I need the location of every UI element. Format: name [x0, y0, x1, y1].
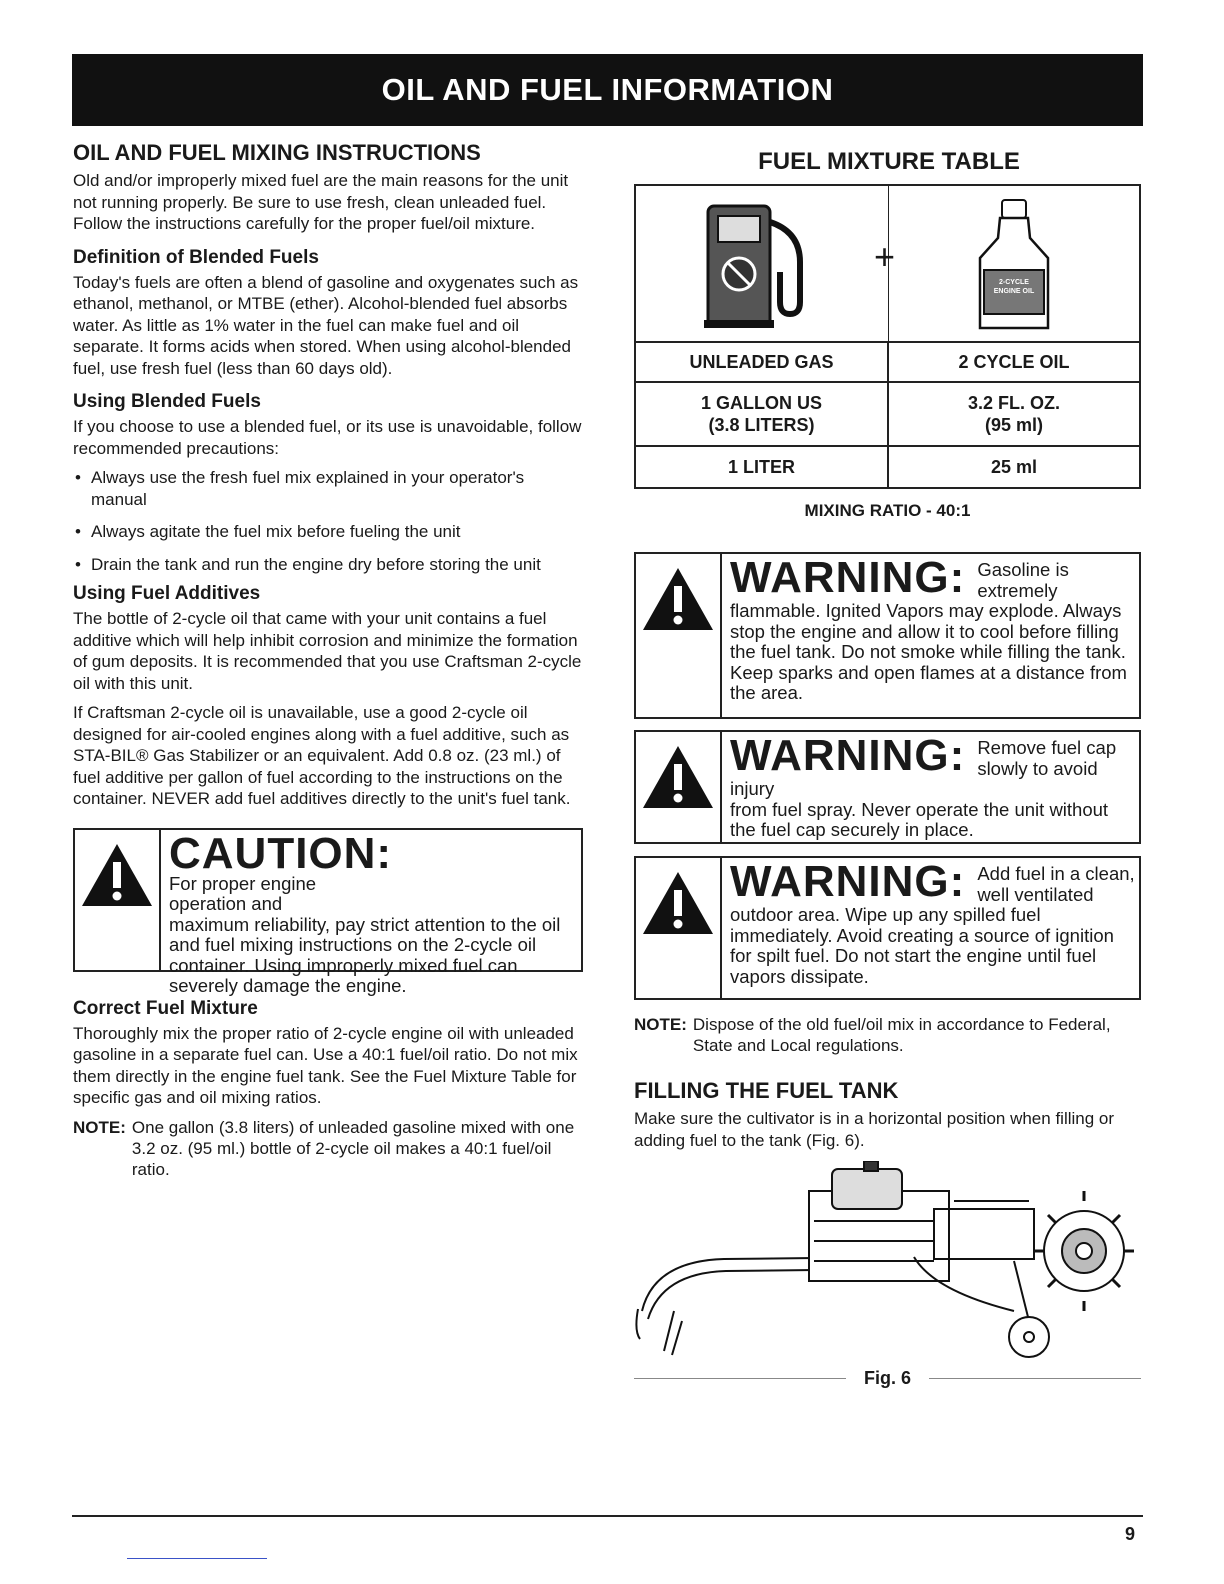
correct-fuel-mixture-text: Thoroughly mix the proper ratio of 2-cycle engine oil with unleaded gasoline in a separate fuel can. Use a 40:1 fuel/oil ratio. Do not mix them directly in the engine fuel tank. See the Fuel Mixture Table for specific gas and oil mixing ratios.: [73, 1023, 578, 1107]
caution-body-text: maximum reliability, pay strict attention to the oil and fuel mixing instructions on the 2-cycle oil container. Using improperly mixed fuel can severely damage the engine.: [169, 913, 561, 996]
warning-lead-text: Gasoline is extremely: [977, 559, 1069, 601]
precautions-list: [73, 467, 583, 575]
warning-signal-word: WARNING:: [730, 553, 966, 602]
right-column: [634, 140, 1144, 1389]
caption-rule-right: [929, 1378, 1141, 1379]
table-row: [635, 342, 1140, 382]
left-note: [73, 1117, 583, 1180]
note-label: NOTE:: [73, 1117, 126, 1137]
oil-bottle-icon: [974, 198, 1054, 334]
list-item: • Always agitate the fuel mix before fueling the unit: [73, 521, 583, 543]
warning-triangle-icon: [641, 870, 715, 936]
table-cell: [888, 382, 1140, 446]
warning-box-ventilation: [634, 856, 1141, 1000]
list-item: • Always use the fresh fuel mix explained in your operator's manual: [73, 467, 583, 510]
warning-text-block: [722, 554, 1139, 717]
warning-box-fuel-cap: [634, 730, 1141, 844]
cell-line: 1 GALLON US: [700, 393, 822, 413]
cell-line: (95 ml): [984, 415, 1044, 435]
page-banner-title: OIL AND FUEL INFORMATION: [72, 54, 1143, 126]
warning-triangle-cell: [636, 554, 722, 717]
warning-triangle-icon: [80, 842, 154, 908]
warning-signal-word: WARNING:: [730, 857, 966, 906]
table-row: [635, 446, 1140, 488]
table-cell: 25 ml: [888, 446, 1140, 488]
warning-text-block: [722, 732, 1139, 842]
figure-caption: [634, 1368, 1141, 1389]
warning-triangle-icon: [641, 566, 715, 632]
fuel-mixture-table-heading: FUEL MIXTURE TABLE: [758, 148, 1020, 175]
cell-line: 3.2 FL. OZ.: [967, 393, 1060, 413]
note-text: Dispose of the old fuel/oil mix in accordance to Federal, State and Local regulations.: [692, 1015, 1111, 1055]
correct-fuel-mixture-heading: Correct Fuel Mixture: [73, 997, 258, 1019]
warning-triangle-icon: [641, 744, 715, 810]
fuel-icons-cell: [635, 185, 1140, 342]
right-note: [634, 1014, 1144, 1056]
filling-fuel-tank-text: Make sure the cultivator is in a horizontal position when filling or adding fuel to the tank (Fig. 6).: [634, 1109, 1115, 1150]
fuel-mixture-table: [634, 184, 1141, 489]
column-header: 2 CYCLE OIL: [888, 342, 1140, 382]
oil-bottle-label: 2-CYCLE ENGINE OIL: [993, 279, 1035, 295]
footer-rule: [72, 1515, 1143, 1517]
list-item: • Drain the tank and run the engine dry before storing the unit: [73, 554, 583, 576]
table-row: [635, 382, 1140, 446]
page-number: 9: [1125, 1524, 1136, 1544]
column-header: UNLEADED GAS: [635, 342, 888, 382]
cultivator-illustration: [634, 1161, 1141, 1361]
note-text: One gallon (3.8 liters) of unleaded gasoline mixed with one 3.2 oz. (95 ml.) bottle of 2-cycle oil makes a 40:1 fuel/oil ratio.: [131, 1117, 575, 1179]
warning-body-text: outdoor area. Wipe up any spilled fuel immediately. Avoid creating a source of ignition for spilt fuel. Do not start the engine until fuel vapors dissipate.: [730, 904, 1114, 987]
fuel-additives-text-1: The bottle of 2-cycle oil that came with your unit contains a fuel additive which will help inhibit corrosion and minimize the formation of gum deposits. It is recommended that you use Craftsman 2-cycle oil with this unit.: [73, 609, 582, 693]
blended-fuels-definition-heading: Definition of Blended Fuels: [73, 246, 319, 268]
caution-text-block: [161, 828, 581, 996]
mixing-instructions-heading: OIL AND FUEL MIXING INSTRUCTIONS: [73, 140, 481, 165]
using-blended-fuels-heading: Using Blended Fuels: [73, 391, 261, 412]
warning-box-gasoline: [634, 552, 1141, 719]
caution-signal-word: CAUTION:: [169, 828, 393, 878]
caution-lead-text: For proper engine operation and: [169, 872, 317, 914]
warning-triangle-cell: [636, 858, 722, 998]
cell-line: (3.8 LITERS): [708, 415, 815, 435]
fuel-additives-heading: Using Fuel Additives: [73, 583, 261, 604]
warning-body-text: from fuel spray. Never operate the unit without the fuel cap securely in place.: [730, 798, 1109, 840]
left-column: [73, 140, 583, 1180]
hyperlink-underline[interactable]: [127, 1558, 267, 1559]
table-row: [635, 185, 1140, 342]
caution-triangle-cell: [75, 830, 161, 970]
blended-fuels-definition-text: Today's fuels are often a blend of gasoline and oxygenates such as ethanol, methanol, or MTBE (ether). Alcohol-blended fuel absorbs water. As little as 1% water in the fuel can make fuel and oil separate. It forms acids when stored. When using alcohol-blended fuel, use fresh fuel (less than 60 days old).: [73, 272, 579, 378]
warning-lead-text: Remove fuel cap slowly to avoid injury: [730, 737, 1117, 799]
fuel-additives-text-2: If Craftsman 2-cycle oil is unavailable, use a good 2-cycle oil designed for air-cooled engines along with a fuel additive, such as STA-BIL® Gas Stabilizer or an equivalent. Add 0.8 oz. (23 ml.) of fuel additive per gallon of fuel according to the instructions on the container. NEVER add fuel additives directly to the unit's fuel tank.: [73, 703, 571, 808]
warning-triangle-cell: [636, 732, 722, 842]
mixing-instructions-text: Old and/or improperly mixed fuel are the main reasons for the unit not running properly. Be sure to use fresh, clean unleaded fuel. Follow the instructions carefully for the proper fuel/oil mixture.: [73, 171, 569, 233]
warning-body-text: flammable. Ignited Vapors may explode. Always stop the engine and allow it to cool before filling the fuel tank. Do not smoke while filling the tank. Keep sparks and open flames at a distance from the area.: [730, 600, 1127, 703]
gas-pump-icon: [704, 202, 824, 330]
figure-label: Fig. 6: [864, 1368, 912, 1388]
warning-text-block: [722, 858, 1139, 998]
table-cell: 1 LITER: [635, 446, 888, 488]
warning-signal-word: WARNING:: [730, 731, 966, 780]
filling-fuel-tank-heading: FILLING THE FUEL TANK: [634, 1078, 899, 1103]
note-label: NOTE:: [634, 1015, 687, 1034]
caption-rule-left: [634, 1378, 846, 1379]
plus-sign: +: [874, 236, 896, 277]
using-blended-fuels-text: If you choose to use a blended fuel, or its use is unavoidable, follow recommended precautions:: [73, 417, 582, 458]
warning-lead-text: Add fuel in a clean, well ventilated: [977, 863, 1135, 905]
caution-box: [73, 828, 583, 996]
table-cell: [635, 382, 888, 446]
mixing-ratio: MIXING RATIO - 40:1: [804, 501, 971, 520]
